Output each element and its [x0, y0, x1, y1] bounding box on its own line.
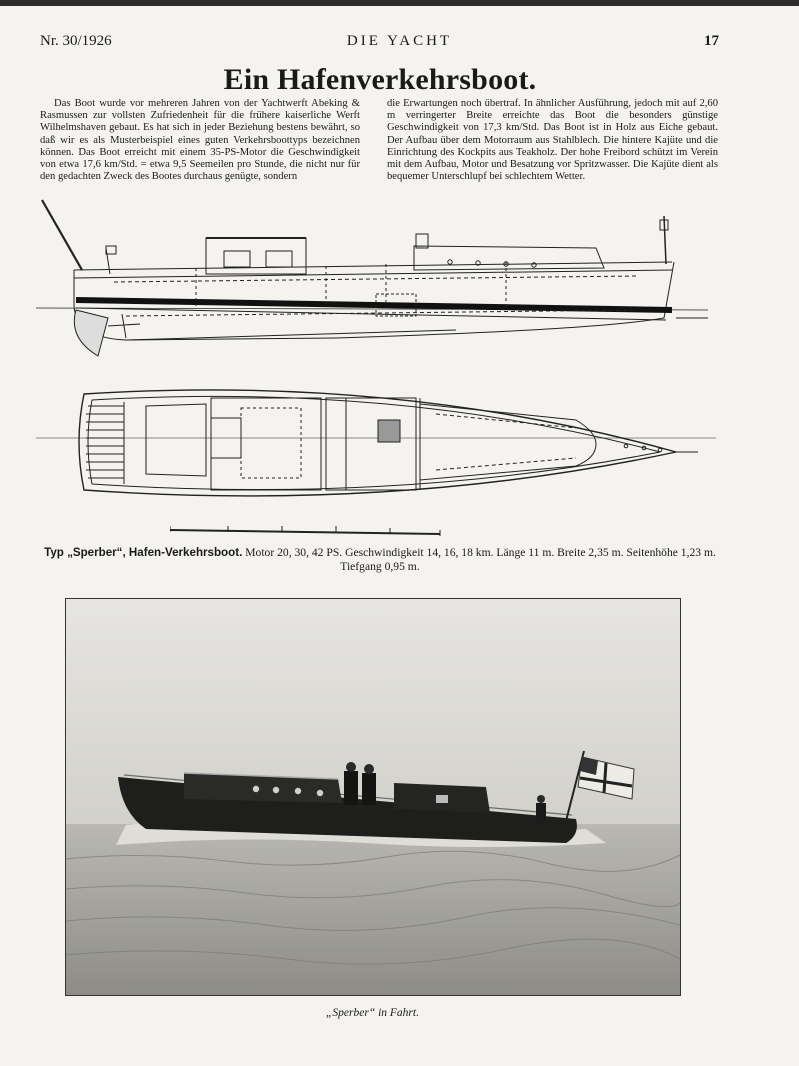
page-number: 17: [704, 33, 719, 49]
boat-plan-view-drawing: [36, 372, 716, 517]
drawing-caption-specs: Motor 20, 30, 42 PS. Geschwindigkeit 14, 16, 18 km. Länge 11 m. Breite 2,35 m. Seitenhöhe 1,23 m. Tiefgang 0,95 m.: [245, 546, 716, 573]
page-top-edge: [0, 0, 799, 6]
issue-number: Nr. 30/1926: [40, 33, 112, 49]
article-column-2: die Erwartungen noch übertraf. In ähnlicher Ausführung, jedoch mit auf 2,60 m verringerter Breite erreichte das Boot die besonders günstige Geschwindigkeit von 17,3 km/Std. Das Boot ist in Holz aus Eiche gebaut. Der Aufbau über dem Motorraum aus Stahlblech. Die hintere Kajüte und die Einrichtung des Kockpits aus Teakholz. Der hohe Freibord schützt im Verein mit dem Aufbau, Motor und Besatzung vor Spritzwasser. Die Kajüte dient als bequemer Unterschlupf bei schlechtem Wetter.: [387, 98, 718, 183]
drawing-caption-type: Typ „Sperber“, Hafen-Verkehrsboot.: [44, 546, 243, 559]
photo-caption: „Sperber“ in Fahrt.: [326, 1007, 419, 1019]
article-title: Ein Hafenverkehrsboot.: [223, 63, 537, 96]
boat-photograph: [65, 598, 681, 996]
boat-side-elevation-drawing: [36, 198, 716, 368]
article-column-1: Das Boot wurde vor mehreren Jahren von der Yachtwerft Abeking & Rasmussen zur vollsten Zufriedenheit für die frühere kaiserliche Werft Wilhelmshaven gebaut. Es hat sich in jeder Beziehung bestens bewährt, so daß wir es als Musterbeispiel eines guten Verkehrsboottyps bezeichnen können. Das Boot erreicht mit einem 35-PS-Motor die Geschwindigkeit von etwa 17,6 km/Std. = etwa 9,5 Seemeilen pro Stunde, die nicht nur für den gedachten Zweck des Bootes durchaus genügte, sondern: [40, 98, 360, 183]
drawing-caption: [40, 546, 720, 574]
drawing-scale-bar: [170, 520, 550, 540]
magazine-name: DIE YACHT: [346, 33, 453, 49]
